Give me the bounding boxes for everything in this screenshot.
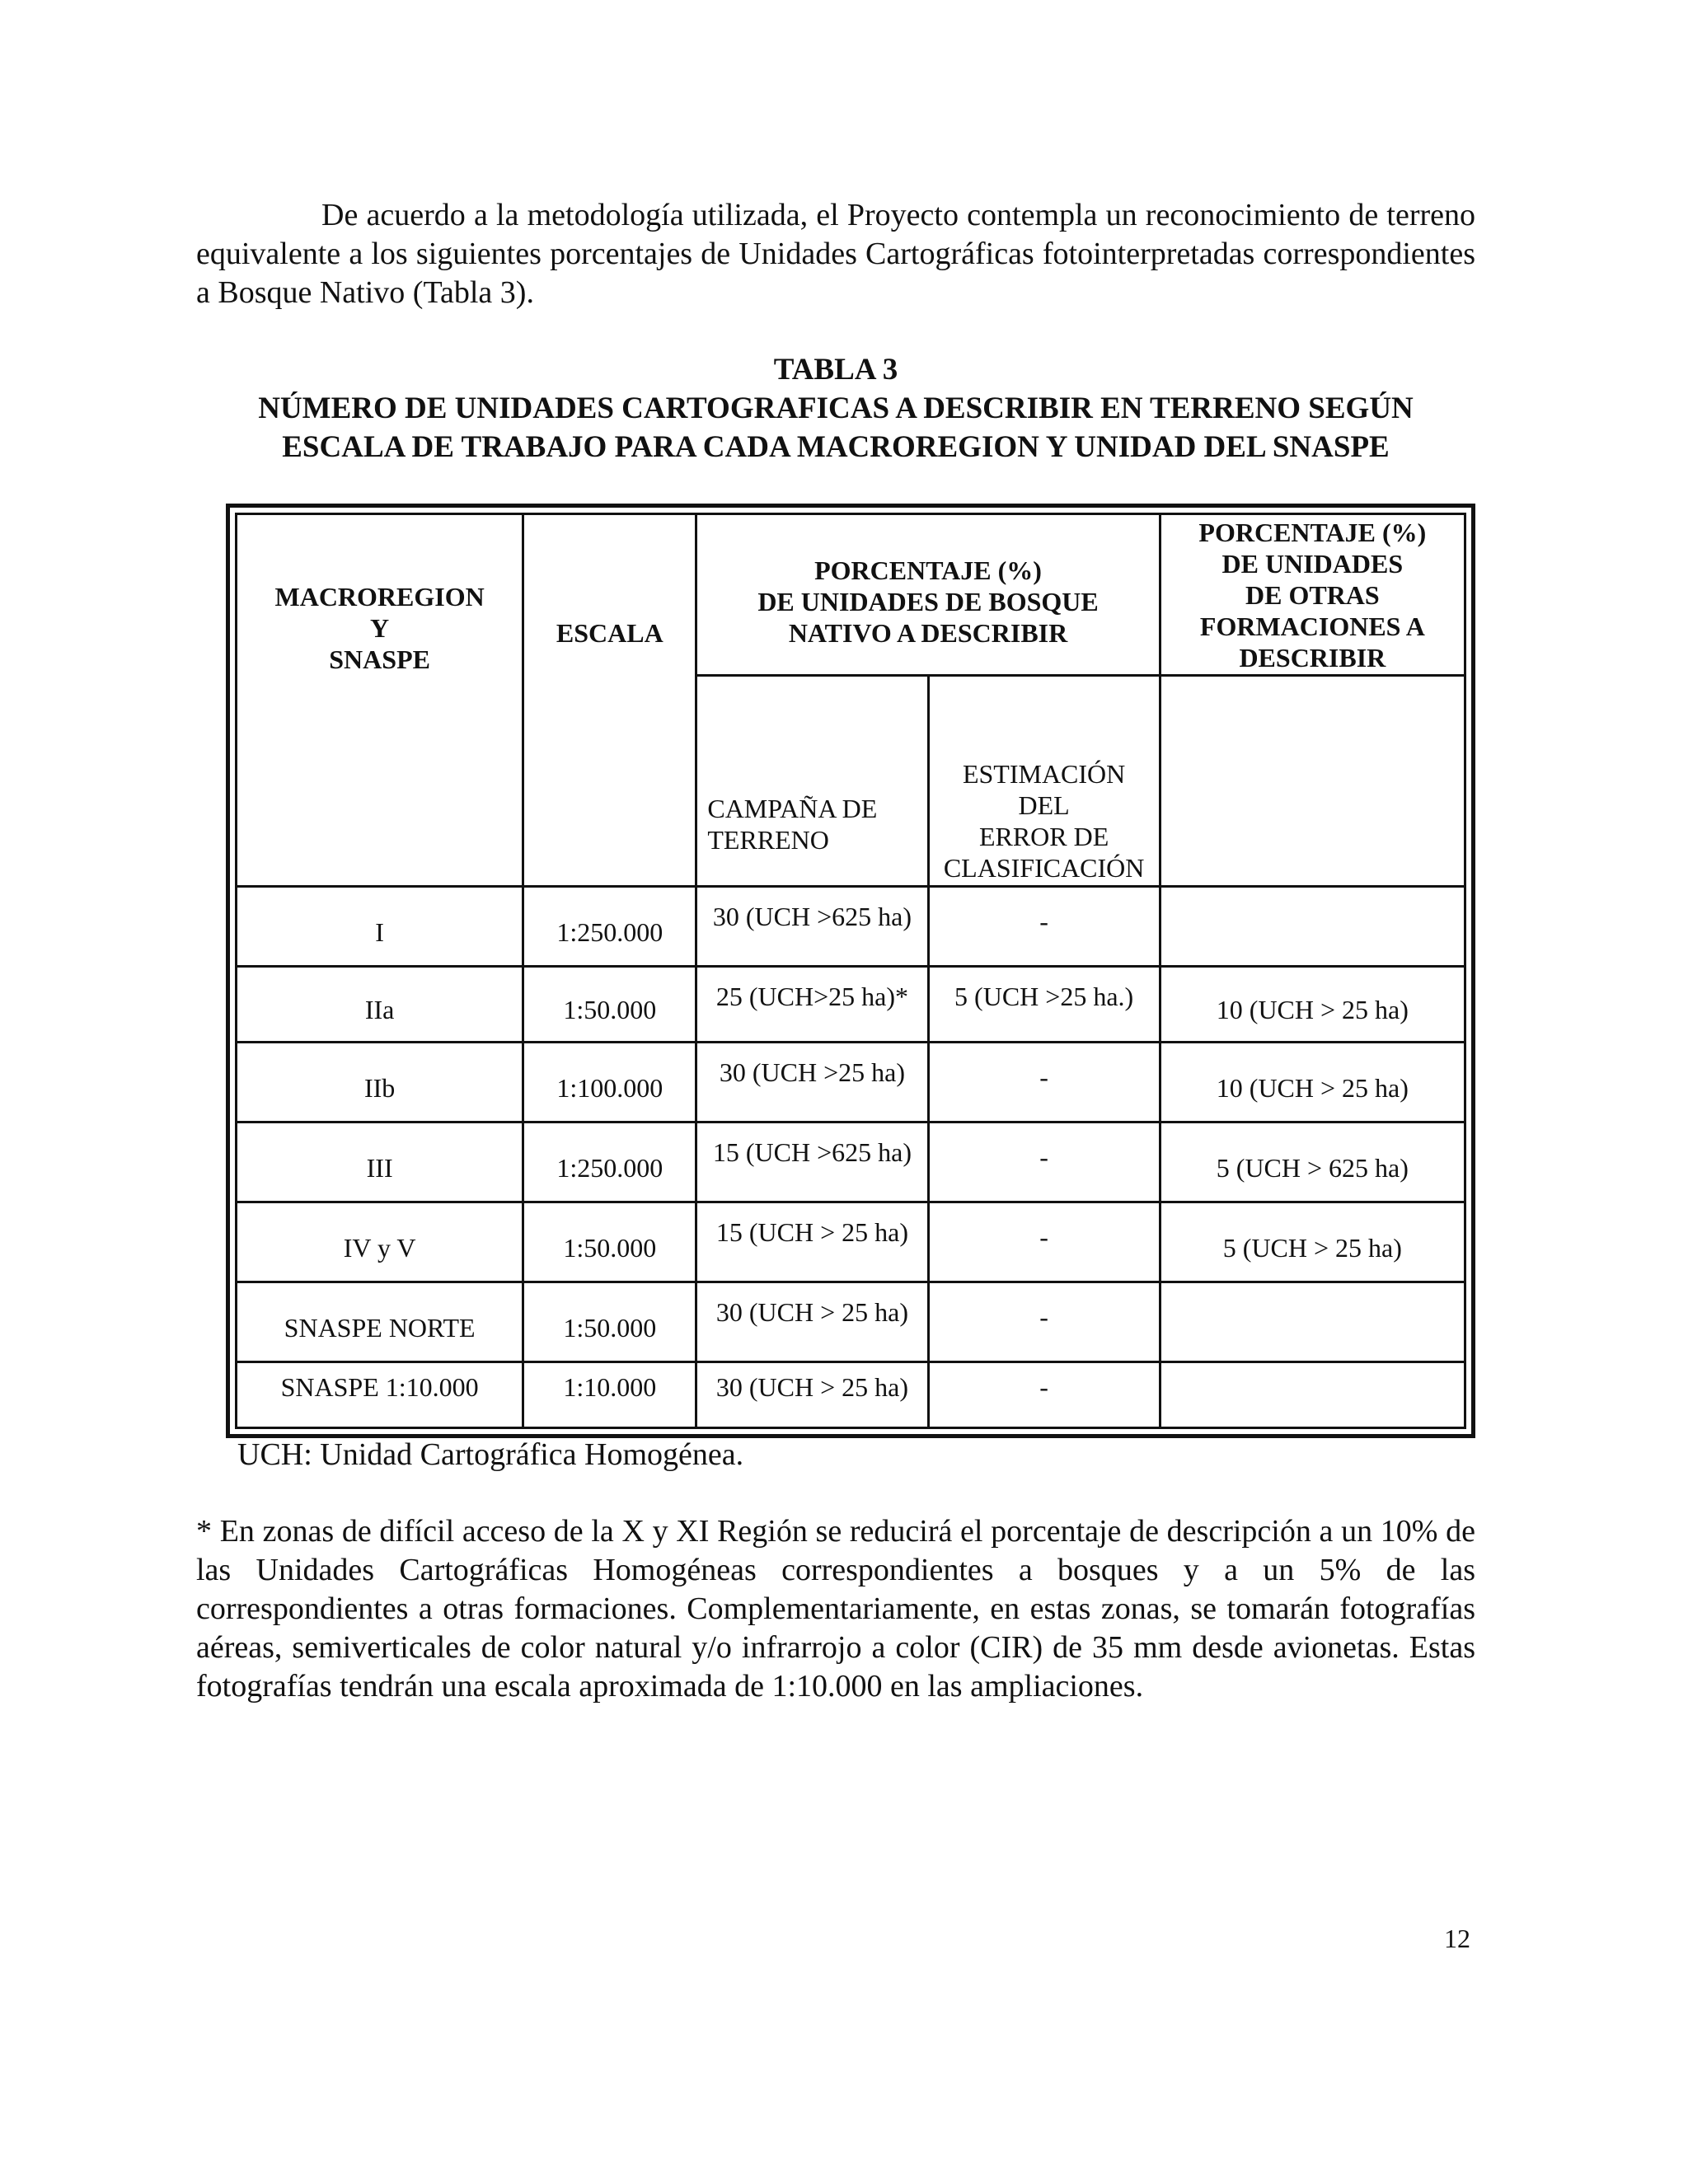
intro-paragraph: De acuerdo a la metodología utilizada, el Proyecto contempla un reconocimiento de terreno equivalente a los siguientes porcentajes de Unidades Cartográficas fotointerpretadas correspondientes a Bosque Nativo (Tabla 3). (196, 198, 1475, 310)
cell-campana: 30 (UCH >25 ha) (696, 1042, 928, 1122)
cell-campana: 15 (UCH >625 ha) (696, 1122, 928, 1202)
cell-otras: 5 (UCH > 25 ha) (1160, 1202, 1465, 1282)
cell-macroregion: IIa (237, 967, 523, 1042)
cell-estimacion: - (928, 1282, 1160, 1362)
subheader-otras-empty (1160, 676, 1465, 887)
cell-escala: 1:50.000 (523, 1282, 696, 1362)
table-row (237, 967, 1465, 1042)
table-title-line-3: ESCALA DE TRABAJO PARA CADA MACROREGION Y UNIDAD DEL SNASPE (282, 430, 1390, 464)
cell-macroregion: SNASPE NORTE (237, 1282, 523, 1362)
cell-macroregion: IIb (237, 1042, 523, 1122)
cell-campana: 30 (UCH >625 ha) (696, 887, 928, 967)
cell-otras (1160, 1282, 1465, 1362)
table-title-label: TABLA 3 (773, 353, 898, 387)
cell-otras: 5 (UCH > 625 ha) (1160, 1122, 1465, 1202)
cell-otras: 10 (UCH > 25 ha) (1160, 1042, 1465, 1122)
units-table (235, 513, 1466, 1429)
cell-estimacion: - (928, 1362, 1160, 1428)
cell-estimacion: - (928, 1202, 1160, 1282)
cell-estimacion: - (928, 1042, 1160, 1122)
table-header-row (237, 514, 1465, 676)
table-title-line-2: NÚMERO DE UNIDADES CARTOGRAFICAS A DESCRIBIR EN TERRENO SEGÚN (258, 391, 1414, 425)
table-row (237, 1202, 1465, 1282)
table-row (237, 1362, 1465, 1428)
cell-macroregion: I (237, 887, 523, 967)
header-bosque-nativo: PORCENTAJE (%) DE UNIDADES DE BOSQUE NATIVO A DESCRIBIR (696, 514, 1160, 676)
cell-macroregion: III (237, 1122, 523, 1202)
uch-note: UCH: Unidad Cartográfica Homogénea. (237, 1437, 744, 1472)
header-escala: ESCALA (523, 514, 696, 887)
cell-macroregion: SNASPE 1:10.000 (237, 1362, 523, 1428)
header-otras-formaciones: PORCENTAJE (%) DE UNIDADES DE OTRAS FORMACIONES A DESCRIBIR (1160, 514, 1465, 676)
table-frame (226, 504, 1475, 1438)
cell-macroregion: IV y V (237, 1202, 523, 1282)
page-number: 12 (1444, 1924, 1470, 1953)
cell-escala: 1:50.000 (523, 1202, 696, 1282)
table-row (237, 1282, 1465, 1362)
cell-campana: 30 (UCH > 25 ha) (696, 1282, 928, 1362)
cell-campana: 30 (UCH > 25 ha) (696, 1362, 928, 1428)
cell-campana: 25 (UCH>25 ha)* (696, 967, 928, 1042)
cell-otras: 10 (UCH > 25 ha) (1160, 967, 1465, 1042)
cell-escala: 1:250.000 (523, 887, 696, 967)
cell-otras (1160, 887, 1465, 967)
subheader-estimacion: ESTIMACIÓN DEL ERROR DE CLASIFICACIÓN (928, 676, 1160, 887)
header-macroregion: MACROREGION Y SNASPE (237, 514, 523, 887)
cell-escala: 1:100.000 (523, 1042, 696, 1122)
cell-estimacion: 5 (UCH >25 ha.) (928, 967, 1160, 1042)
cell-escala: 1:250.000 (523, 1122, 696, 1202)
table-row (237, 887, 1465, 967)
table-row (237, 1042, 1465, 1122)
cell-campana: 15 (UCH > 25 ha) (696, 1202, 928, 1282)
cell-otras (1160, 1362, 1465, 1428)
cell-estimacion: - (928, 887, 1160, 967)
cell-escala: 1:10.000 (523, 1362, 696, 1428)
footnote-paragraph: * En zonas de difícil acceso de la X y XI Región se reducirá el porcentaje de descripción a un 10% de las Unidades Cartográficas Homogéneas correspondientes a bosques y a un 5% de las correspondientes a otras formaciones. Complementariamente, en estas zonas, se tomarán fotografías aéreas, semiverticales de color natural y/o infrarrojo a color (CIR) de 35 mm desde avionetas. Estas fotografías tendrán una escala aproximada de 1:10.000 en las ampliaciones. (196, 1514, 1475, 1704)
cell-escala: 1:50.000 (523, 967, 696, 1042)
subheader-campana: CAMPAÑA DE TERRENO (696, 676, 928, 887)
table-row (237, 1122, 1465, 1202)
cell-estimacion: - (928, 1122, 1160, 1202)
